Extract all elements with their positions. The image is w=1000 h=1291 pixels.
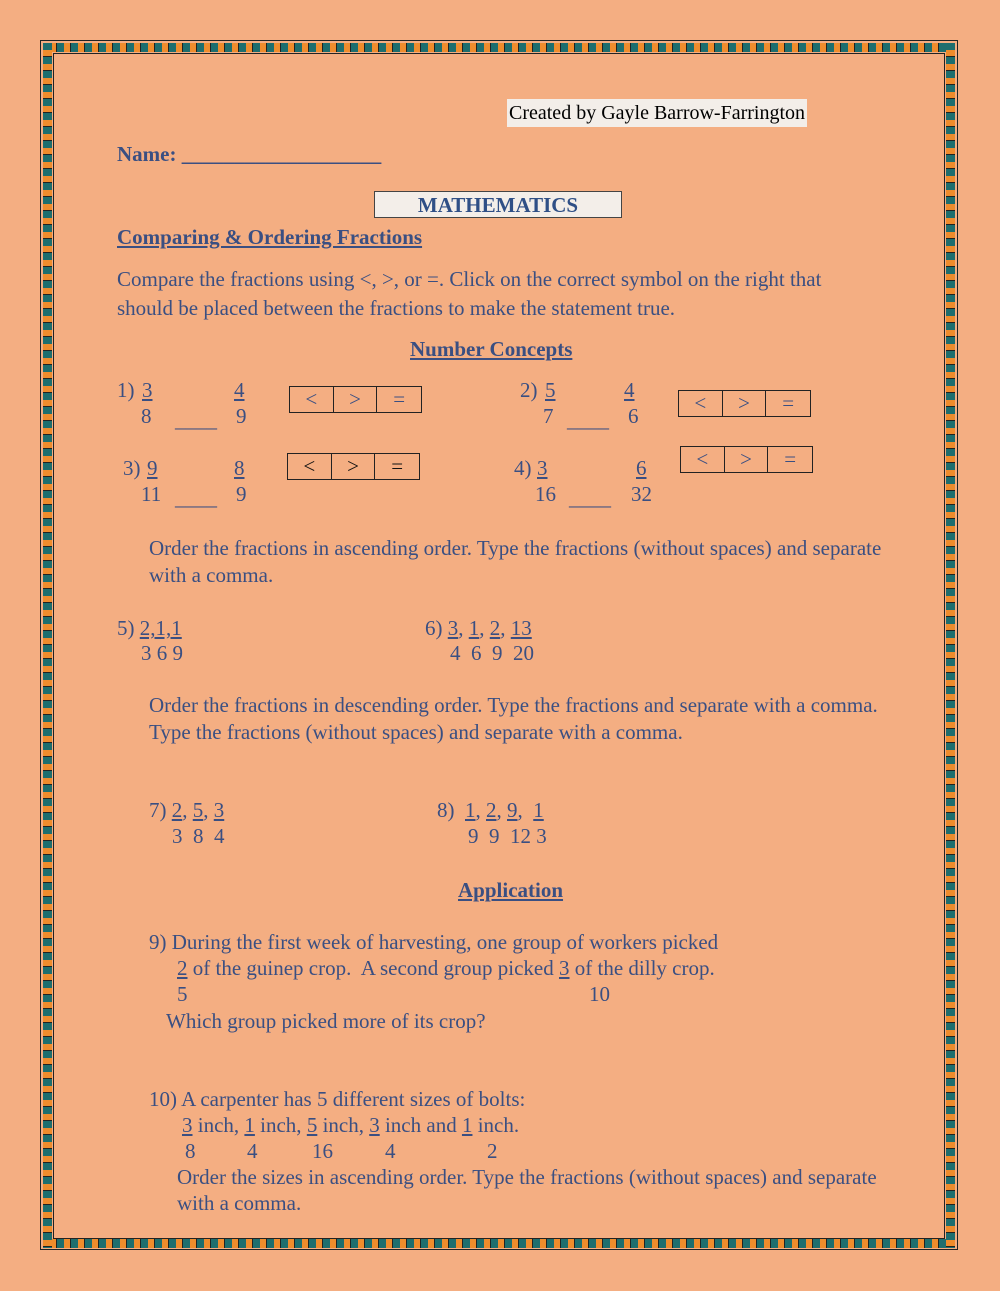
q8-denominators: 9 9 12 3 xyxy=(468,824,547,848)
q4-right-denominator: 32 xyxy=(631,482,652,506)
q10-text-2: inch, xyxy=(254,1113,307,1137)
q1-symbol-choices xyxy=(289,386,422,413)
q2-equals-button[interactable]: = xyxy=(782,391,795,415)
q6-denominators: 4 6 9 20 xyxy=(450,641,534,665)
q2-symbol-choices xyxy=(678,390,811,417)
worksheet-subtitle: Comparing & Ordering Fractions xyxy=(117,225,423,249)
q8-label: 8) xyxy=(437,798,455,822)
q9-mid-text: of the guinep crop. A second group picked xyxy=(187,956,559,980)
q1-greater-than-button[interactable]: > xyxy=(334,387,378,412)
q7-denominators: 3 8 4 xyxy=(172,824,225,848)
section-number-concepts: Number Concepts xyxy=(410,337,573,361)
q8-numerator-4: 1 xyxy=(533,798,544,822)
q10-numerator-4: 3 xyxy=(369,1113,380,1137)
q8-numerator-2: 2 xyxy=(486,798,497,822)
name-field-label: Name: ___________________ xyxy=(117,142,382,166)
border-stripe-right xyxy=(946,43,955,1248)
q6-numerator-2: 1 xyxy=(468,616,480,640)
q5-label: 5) xyxy=(117,616,135,640)
q3-right-denominator: 9 xyxy=(236,482,247,506)
q6-numerator-3: 2 xyxy=(489,616,501,640)
q7-numerator-3: 3 xyxy=(213,798,225,822)
q3-less-than-button[interactable]: < xyxy=(288,454,332,479)
q10-numerator-5: 1 xyxy=(461,1113,473,1137)
q2-answer-blank: ____ xyxy=(567,408,609,432)
q2-less-than-button[interactable]: < xyxy=(679,391,723,416)
q4-right-numerator: 6 xyxy=(636,456,647,480)
q8-numerator-3: 9 xyxy=(507,798,518,822)
q4-symbol-choices xyxy=(680,446,813,473)
q3-answer-blank: ____ xyxy=(175,486,217,510)
q6-line: 6) 3, 1, 2, 13 xyxy=(425,616,532,640)
q9-denominator-2: 10 xyxy=(589,982,610,1006)
q2-right-numerator: 4 xyxy=(624,378,635,402)
q10-denominator-5: 2 xyxy=(487,1139,498,1163)
q3-left-denominator: 11 xyxy=(141,482,162,506)
q7-numerator-1: 2 xyxy=(171,798,183,822)
q3-label: 3) xyxy=(123,456,141,480)
worksheet-title: MATHEMATICS xyxy=(374,191,622,218)
q2-greater-than-button[interactable]: > xyxy=(723,391,767,416)
q7-numerator-2: 5 xyxy=(192,798,204,822)
q4-label: 4) xyxy=(514,456,532,480)
q10-text-5: inch. xyxy=(472,1113,520,1137)
q1-less-than-button[interactable]: < xyxy=(290,387,334,412)
ascending-instructions: Order the fractions in ascending order. Type the fractions (without spaces) and separate with a comma. xyxy=(149,536,882,587)
q6-numerator-4: 13 xyxy=(510,616,532,640)
q2-right-denominator: 6 xyxy=(628,404,639,428)
border-stripe-bottom xyxy=(43,1239,955,1248)
q10-intro: 10) A carpenter has 5 different sizes of bolts: xyxy=(149,1087,526,1111)
q6-numerator-1: 3 xyxy=(447,616,459,640)
q10-denominator-2: 4 xyxy=(247,1139,258,1163)
q4-left-denominator: 16 xyxy=(535,482,556,506)
q9-end-text: of the dilly crop. xyxy=(569,956,715,980)
q9-numerator-2: 3 xyxy=(559,956,570,980)
q5-line xyxy=(117,616,182,641)
q10-denominator-1: 8 xyxy=(185,1139,196,1163)
q4-left-numerator: 3 xyxy=(537,456,548,480)
q10-numerator-3: 5 xyxy=(306,1113,318,1137)
q9-denominator-1: 5 xyxy=(177,982,188,1006)
q1-right-denominator: 9 xyxy=(236,404,247,428)
q8-numerator-1: 1 xyxy=(465,798,476,822)
q9-intro: 9) During the first week of harvesting, one group of workers picked xyxy=(149,930,719,954)
q10-text-3: inch, xyxy=(317,1113,370,1137)
q7-label: 7) xyxy=(149,798,167,822)
q1-label: 1) xyxy=(117,378,135,402)
compare-instructions: Compare the fractions using <, >, or =. Click on the correct symbol on the right that should be placed between the fractions to make the statement true. xyxy=(117,267,822,320)
q2-label: 2) xyxy=(520,378,538,402)
q3-greater-than-button[interactable]: > xyxy=(332,454,376,479)
q4-greater-than-button[interactable]: > xyxy=(725,447,769,472)
q3-left-numerator: 9 xyxy=(147,456,158,480)
q5-numerators: 2,1,1 xyxy=(139,616,182,640)
q4-answer-blank: ____ xyxy=(569,486,611,510)
q2-left-denominator: 7 xyxy=(543,404,554,428)
border-stripe-left xyxy=(43,43,52,1248)
descending-instructions: Order the fractions in descending order. Type the fractions and separate with a comma. Type the fractions (without spaces) and separate with a comma. xyxy=(149,693,878,744)
q10-numerator-1: 3 xyxy=(182,1113,193,1137)
q4-equals-button[interactable]: = xyxy=(784,447,797,471)
q2-left-numerator: 5 xyxy=(545,378,556,402)
q3-symbol-choices xyxy=(287,453,420,480)
q1-left-denominator: 8 xyxy=(141,404,152,428)
q9-question: Which group picked more of its crop? xyxy=(166,1009,486,1033)
q1-answer-blank: ____ xyxy=(175,408,217,432)
q10-text-1: inch, xyxy=(192,1113,245,1137)
border-stripe-top xyxy=(43,43,955,52)
q8-line: 8) 1, 2, 9, 1 xyxy=(437,798,544,822)
q1-right-numerator: 4 xyxy=(234,378,245,402)
q3-equals-button[interactable]: = xyxy=(391,454,404,478)
q6-label: 6) xyxy=(425,616,443,640)
q7-line: 7) 2, 5, 3 xyxy=(149,798,225,822)
q10-numerator-2: 1 xyxy=(244,1113,255,1137)
q9-fraction-line xyxy=(177,956,715,981)
q10-denominator-3: 16 xyxy=(312,1139,333,1163)
q4-less-than-button[interactable]: < xyxy=(681,447,725,472)
q10-fraction-line xyxy=(182,1113,519,1138)
section-application: Application xyxy=(458,878,564,902)
q10-denominator-4: 4 xyxy=(385,1139,396,1163)
creator-credit: Created by Gayle Barrow-Farrington xyxy=(507,99,807,127)
q1-left-numerator: 3 xyxy=(142,378,153,402)
q1-equals-button[interactable]: = xyxy=(393,387,406,411)
q3-right-numerator: 8 xyxy=(234,456,245,480)
q10-text-4: inch and xyxy=(379,1113,462,1137)
q9-numerator-1: 2 xyxy=(177,956,188,980)
q5-denominators: 3 6 9 xyxy=(141,641,183,665)
q10-instructions: Order the sizes in ascending order. Type the fractions (without spaces) and separate with a comma. xyxy=(177,1165,877,1215)
